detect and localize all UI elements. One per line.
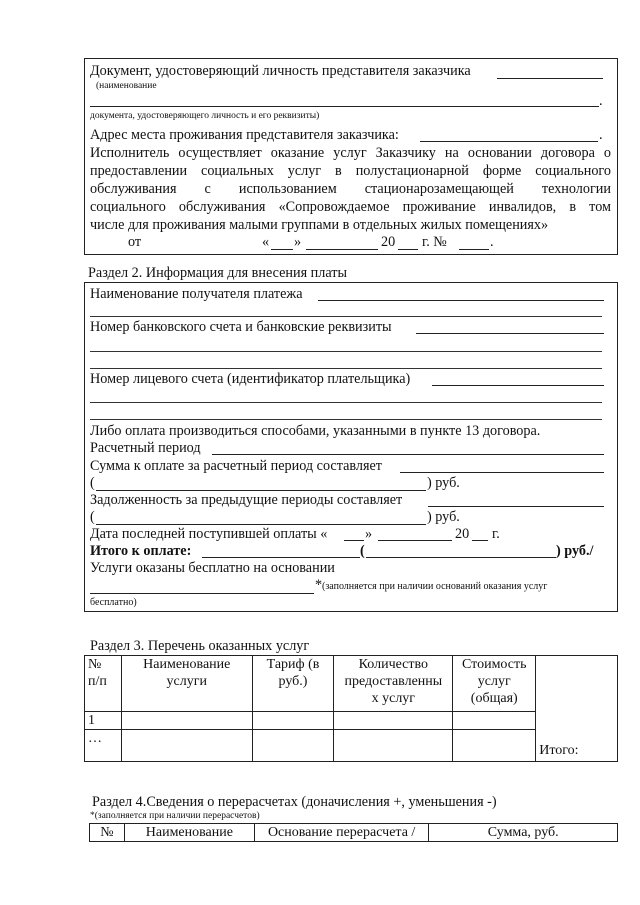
amount-due-label: Сумма к оплате за расчетный период составляет	[90, 458, 382, 474]
free-service-note: (заполняется при наличии оснований оказания услуг	[322, 581, 548, 592]
debt-field[interactable]	[428, 506, 604, 507]
last-payment-g: г.	[492, 526, 500, 542]
col-tariff-header	[252, 656, 334, 712]
total-due-words-field[interactable]	[366, 557, 556, 558]
contract-text-line-4: социального обслуживания «Сопровождаемое проживание инвалидов, в том	[90, 199, 611, 215]
quote-open: «	[262, 234, 270, 250]
amount-due-field[interactable]	[400, 472, 604, 473]
row-2-name[interactable]	[121, 730, 252, 762]
contract-from-label: от	[128, 234, 142, 250]
rep-address-field[interactable]	[420, 141, 598, 142]
free-service-field[interactable]	[90, 593, 314, 594]
recipient-label: Наименование получателя платежа	[90, 286, 303, 302]
free-service-label: Услуги оказаны бесплатно на основании	[90, 560, 335, 576]
billing-period-label: Расчетный период	[90, 440, 201, 456]
services-table	[84, 655, 618, 762]
contract-text-line-3: обслуживания с использованием стационарозамещающей технологии	[90, 181, 611, 197]
bank-details-field-line-3[interactable]	[90, 368, 602, 369]
recalc-col-basis: Основание перерасчета /	[254, 824, 429, 842]
account-number-field-line-3[interactable]	[90, 419, 602, 420]
recalc-header-row	[90, 824, 618, 842]
rep-document-label: Документ, удостоверяющий личность представителя заказчика	[90, 63, 471, 79]
free-service-note-2: бесплатно)	[90, 597, 137, 608]
row-2-num: …	[85, 730, 122, 762]
free-service-star: *	[315, 577, 323, 593]
row-2-qty[interactable]	[334, 730, 453, 762]
recalculation-table	[89, 823, 618, 842]
col-cost-header	[453, 656, 536, 712]
contract-month-field[interactable]	[306, 249, 378, 250]
row-1-cost[interactable]	[453, 712, 536, 730]
col-name-header	[121, 656, 252, 712]
row-2-cost[interactable]	[453, 730, 536, 762]
contract-text-line-5: числе для проживания малыми группами в отдельных жилых помещениях»	[90, 217, 549, 233]
col-qty-header	[334, 656, 453, 712]
contract-year-prefix: 20	[381, 234, 396, 250]
amount-due-words-field[interactable]	[96, 490, 426, 491]
contract-year-field[interactable]	[398, 249, 418, 250]
row-1-qty[interactable]	[334, 712, 453, 730]
quote-close: »	[294, 234, 302, 250]
section4-title: Раздел 4.Сведения о перерасчетах (доначисления +, уменьшения -)	[92, 794, 497, 810]
col-cost-header-l1: Стоимость	[461, 657, 527, 672]
row-1-tariff[interactable]	[252, 712, 334, 730]
total-due-field[interactable]	[202, 557, 360, 558]
total-due-rub: ) руб./	[556, 543, 594, 559]
alternative-payment-note: Либо оплата производиться способами, указанными в пункте 13 договора.	[90, 423, 541, 439]
services-total-cell	[536, 656, 618, 762]
rep-document-details-hint: документа, удостоверяющего личность и его реквизиты)	[90, 111, 320, 121]
recalc-col-sum: Сумма, руб.	[429, 824, 618, 842]
account-number-field[interactable]	[432, 385, 604, 386]
last-payment-month-field[interactable]	[378, 540, 452, 541]
services-total-label: Итого:	[539, 743, 579, 758]
total-due-open: (	[360, 543, 365, 559]
contract-day-field[interactable]	[271, 249, 293, 250]
account-number-label: Номер лицевого счета (идентификатор плательщика)	[90, 371, 411, 387]
billing-period-field[interactable]	[212, 454, 604, 455]
amount-due-words-open: (	[90, 475, 95, 491]
row-2-tariff[interactable]	[252, 730, 334, 762]
col-name-header-l1: Наименование	[143, 657, 231, 672]
debt-rub: ) руб.	[427, 509, 460, 525]
section3-title: Раздел 3. Перечень оказанных услуг	[90, 638, 310, 654]
debt-label: Задолженность за предыдущие периоды составляет	[90, 492, 403, 508]
col-cost-header-l3: (общая)	[470, 691, 518, 706]
section2-title: Раздел 2. Информация для внесения платы	[88, 265, 347, 281]
col-num-header-l2: п/п	[88, 674, 107, 689]
bank-details-field[interactable]	[416, 333, 604, 334]
col-qty-header-l3: х услуг	[371, 691, 416, 706]
total-due-label: Итого к оплате:	[90, 543, 192, 559]
col-cost-header-l2: услуг	[477, 674, 511, 689]
contract-text-line-2: предоставлении социальных услуг в полустационарной форме социального	[90, 163, 611, 179]
recalc-col-name: Наименование	[124, 824, 254, 842]
debt-words-field[interactable]	[96, 524, 426, 525]
section4-note: *(заполняется при наличии перерасчетов)	[90, 811, 260, 821]
rep-address-label: Адрес места проживания представителя заказчика:	[90, 127, 399, 143]
col-tariff-header-l1: Тариф (в	[266, 657, 320, 672]
amount-due-rub: ) руб.	[427, 475, 460, 491]
period-mark: .	[599, 93, 603, 109]
col-qty-header-l1: Количество	[358, 657, 429, 672]
period-mark: .	[490, 234, 494, 250]
last-payment-day-field[interactable]	[344, 540, 364, 541]
col-num-header-l1: №	[88, 657, 102, 672]
row-1-num: 1	[85, 712, 122, 730]
bank-details-field-line-2[interactable]	[90, 351, 602, 352]
services-header-row	[85, 656, 618, 712]
row-1-name[interactable]	[121, 712, 252, 730]
recalc-col-num: №	[90, 824, 125, 842]
account-number-field-line-2[interactable]	[90, 402, 602, 403]
last-payment-label: Дата последней поступившей оплаты «	[90, 526, 328, 542]
contract-number-label: г. №	[422, 234, 447, 250]
debt-words-open: (	[90, 509, 95, 525]
col-num-header	[85, 656, 122, 712]
last-payment-year-field[interactable]	[472, 540, 488, 541]
recipient-field-line-2[interactable]	[90, 316, 602, 317]
last-payment-year-prefix: 20	[455, 526, 470, 542]
rep-document-hint: (наименование	[96, 81, 157, 91]
rep-document-details-field[interactable]	[90, 106, 599, 107]
contract-text-line-1: Исполнитель осуществляет оказание услуг Заказчику на основании договора о	[90, 145, 611, 161]
contract-number-field[interactable]	[459, 249, 489, 250]
col-tariff-header-l2: руб.)	[278, 674, 308, 689]
recipient-field[interactable]	[318, 300, 604, 301]
bank-details-label: Номер банковского счета и банковские реквизиты	[90, 319, 392, 335]
rep-document-field[interactable]	[497, 78, 603, 79]
period-mark: .	[599, 127, 603, 143]
col-qty-header-l2: предоставленны	[344, 674, 443, 689]
last-payment-quote-close: »	[365, 526, 373, 542]
col-name-header-l2: услуги	[166, 674, 207, 689]
